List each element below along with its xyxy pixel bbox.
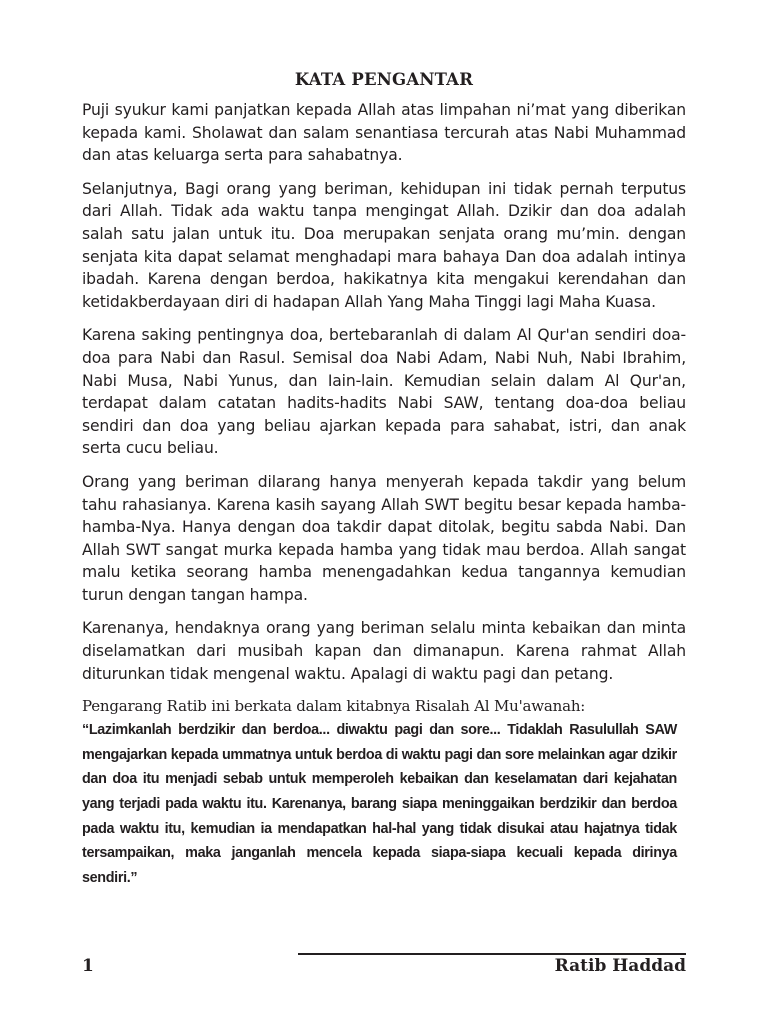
paragraph-1: Puji syukur kami panjatkan kepada Allah atas limpahan ni’mat yang diberikan kepada kami. Sholawat dan salam senantiasa tercurah atas Nabi Muhammad dan atas keluarga serta para sahabatnya. — [82, 101, 686, 165]
paragraph-5: Karenanya, hendaknya orang yang beriman selalu minta kebaikan dan minta diselamatkan dari musibah kapan dan dimanapun. Karena rahmat Allah diturunkan tidak mengenal waktu. Apalagi di waktu pagi dan petang. — [82, 619, 686, 683]
page-body — [82, 70, 686, 890]
source-line: Pengarang Ratib ini berkata dalam kitabnya Risalah Al Mu'awanah: — [82, 697, 586, 716]
paragraph-2: Selanjutnya, Bagi orang yang beriman, kehidupan ini tidak pernah terputus dari Allah. Tidak ada waktu tanpa mengingat Allah. Dzikir dan doa adalah salah satu jalan untuk itu. Doa merupakan senjata orang mu’min. dengan senjata kita dapat selamat menghadapi mara bahaya Dan doa adalah intinya ibadah. Karena dengan berdoa, hakikatnya kita mengakui kerendahan dan ketidakberdayaan diri di hadapan Allah Yang Maha Tinggi lagi Maha Kuasa. — [82, 179, 686, 311]
footer-rule — [298, 953, 686, 955]
page-number: 1 — [82, 956, 94, 976]
book-title: Ratib Haddad — [554, 956, 686, 976]
page-title: KATA PENGANTAR — [294, 70, 474, 89]
paragraph-4: Orang yang beriman dilarang hanya menyerah kepada takdir yang belum tahu rahasianya. Karena kasih sayang Allah SWT begitu besar kepada hamba-hamba-Nya. Hanya dengan doa takdir dapat ditolak, begitu sabda Nabi. Dan Allah SWT sangat murka kepada hamba yang tidak mau berdoa. Allah sangat malu ketika seorang hamba menengadahkan kedua tangannya kemudian turun dengan tangan hampa. — [82, 472, 686, 604]
paragraph-3: Karena saking pentingnya doa, bertebaranlah di dalam Al Qur'an sendiri doa-doa para Nabi dan Rasul. Semisal doa Nabi Adam, Nabi Nuh, Nabi Ibrahim, Nabi Musa, Nabi Yunus, dan Iain-lain. Kemudian selain dalam Al Qur'an, terdapat dalam catatan hadits-hadits Nabi SAW, tentang doa-doa beliau sendiri dan doa yang beliau ajarkan kepada para sahabat, istri, dan anak serta cucu beliau. — [82, 326, 686, 458]
quote-block: “Lazimkanlah berdzikir dan berdoa... diwaktu pagi dan sore... Tidaklah Rasulullah SAW mengajarkan kepada ummatnya untuk berdoa di waktu pagi dan sore melainkan agar dzikir dan doa itu menjadi sebab untuk memperoleh kebaikan dan keselamatan dari kejahatan yang terjadi pada waktu itu. Karenanya, barang siapa meninggaikan berdzikir dan berdoa pada waktu itu, kemudian ia mendapatkan hal-hal yang tidak disukai atau hajatnya tidak tersampaikan, maka janganlah mencela kepada siapa-siapa kecuali kepada dirinya sendiri.” — [82, 722, 677, 886]
